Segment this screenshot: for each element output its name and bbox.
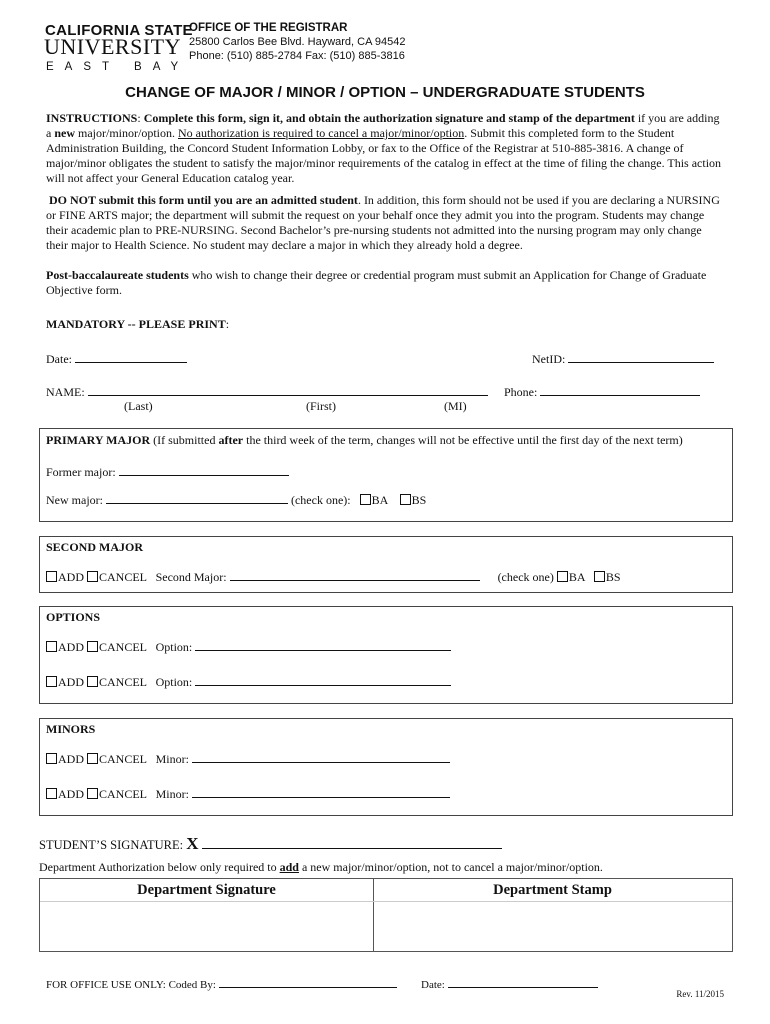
- minor1-input[interactable]: [192, 750, 450, 763]
- second-cancel-checkbox[interactable]: [87, 571, 98, 582]
- options-heading: OPTIONS: [46, 610, 101, 624]
- department-signature-header: Department Signature: [137, 882, 276, 898]
- department-table: [39, 878, 733, 952]
- minor2-add-checkbox[interactable]: [46, 788, 57, 799]
- phone-field[interactable]: Phone:: [504, 383, 700, 400]
- option2-input[interactable]: [195, 673, 451, 686]
- postbac-paragraph: Post-baccalaureate students who wish to change their degree or credential program must submit an Application for Change of Graduate Objective form.: [46, 268, 707, 297]
- minor1-cancel-checkbox[interactable]: [87, 753, 98, 764]
- logo-line1: CALIFORNIA STATE: [45, 22, 193, 39]
- student-signature-field[interactable]: STUDENT’S SIGNATURE: X: [39, 834, 502, 854]
- mandatory-heading: MANDATORY -- PLEASE PRINT:: [46, 317, 230, 331]
- primary-major-heading: PRIMARY MAJOR (If submitted after the third week of the term, changes will not be effective until the first day of the next term): [46, 433, 683, 447]
- minor2-input[interactable]: [192, 785, 450, 798]
- second-ba-checkbox[interactable]: [557, 571, 568, 582]
- dept-note: Department Authorization below only required to add a new major/minor/option, not to cancel a major/minor/option.: [39, 860, 603, 874]
- office-phone: Phone: (510) 885-2784 Fax: (510) 885-3816: [189, 50, 405, 62]
- option1-input[interactable]: [195, 638, 451, 651]
- primary-bs-checkbox[interactable]: [400, 494, 411, 505]
- second-major-input[interactable]: [230, 568, 480, 581]
- second-bs-checkbox[interactable]: [594, 571, 605, 582]
- name-field[interactable]: NAME:: [46, 383, 488, 400]
- office-name: OFFICE OF THE REGISTRAR: [189, 22, 348, 34]
- department-stamp-header: Department Stamp: [493, 882, 612, 898]
- minor2-cancel-checkbox[interactable]: [87, 788, 98, 799]
- page-title: CHANGE OF MAJOR / MINOR / OPTION – UNDERGRADUATE STUDENTS: [125, 84, 645, 101]
- office-address: 25800 Carlos Bee Blvd. Hayward, CA 94542: [189, 36, 406, 48]
- revision-label: Rev. 11/2015: [676, 989, 724, 999]
- office-info: [189, 21, 405, 63]
- minor-row: ADD CANCEL Minor:: [46, 750, 450, 767]
- second-add-checkbox[interactable]: [46, 571, 57, 582]
- former-major-field[interactable]: Former major:: [46, 463, 289, 480]
- netid-field[interactable]: NetID:: [532, 350, 714, 367]
- office-date-field[interactable]: Date:: [421, 975, 598, 991]
- option2-add-checkbox[interactable]: [46, 676, 57, 687]
- option2-cancel-checkbox[interactable]: [87, 676, 98, 687]
- logo-line2: UNIVERSITY: [44, 34, 181, 59]
- mi-label: (MI): [444, 399, 467, 413]
- second-major-heading: SECOND MAJOR: [46, 540, 144, 554]
- minor1-add-checkbox[interactable]: [46, 753, 57, 764]
- instructions-paragraph: INSTRUCTIONS: Complete this form, sign it, and obtain the authorization signature and stamp of the department if you are adding a new major/minor/option. No authorization is required to cancel a major/minor/option. Submit this completed form to the Student Administration Building, the Concord Student Information Lobby, or fax to the Office of the Registrar at 510-885-3816. A change of major/minor obligates the student to satisfy the major/minor requirements of the catalog in effect at the time of filing the change. This action will not affect your General Education catalog year.: [46, 111, 722, 185]
- logo-line3: EAST BAY: [46, 61, 190, 73]
- first-label: (First): [306, 399, 336, 413]
- department-stamp-cell[interactable]: [376, 903, 730, 949]
- minor-row: ADD CANCEL Minor:: [46, 785, 450, 802]
- primary-ba-checkbox[interactable]: [360, 494, 371, 505]
- date-field[interactable]: Date:: [46, 350, 187, 367]
- second-major-row: ADD CANCEL Second Major: (check one) BA BS: [46, 568, 621, 585]
- option1-cancel-checkbox[interactable]: [87, 641, 98, 652]
- option-row: ADD CANCEL Option:: [46, 673, 451, 690]
- last-label: (Last): [124, 399, 153, 413]
- option-row: ADD CANCEL Option:: [46, 638, 451, 655]
- department-signature-cell[interactable]: [42, 903, 371, 949]
- coded-by-field[interactable]: FOR OFFICE USE ONLY: Coded By:: [46, 975, 397, 991]
- new-major-field[interactable]: New major: (check one): BA BS: [46, 493, 427, 507]
- minors-heading: MINORS: [46, 722, 96, 736]
- donot-paragraph: DO NOT submit this form until you are an admitted student. In addition, this form should not be used if you are declaring a NURSING or FINE ARTS major; the department will submit the request on your behalf once they admit you into the program. Students may change their academic plan to PRE-NURSING. Second Bachelor’s pre-nursing students not admitted into the nursing program may only change their major to Health Science. No student may declare a major in which they already hold a degree.: [46, 193, 720, 252]
- option1-add-checkbox[interactable]: [46, 641, 57, 652]
